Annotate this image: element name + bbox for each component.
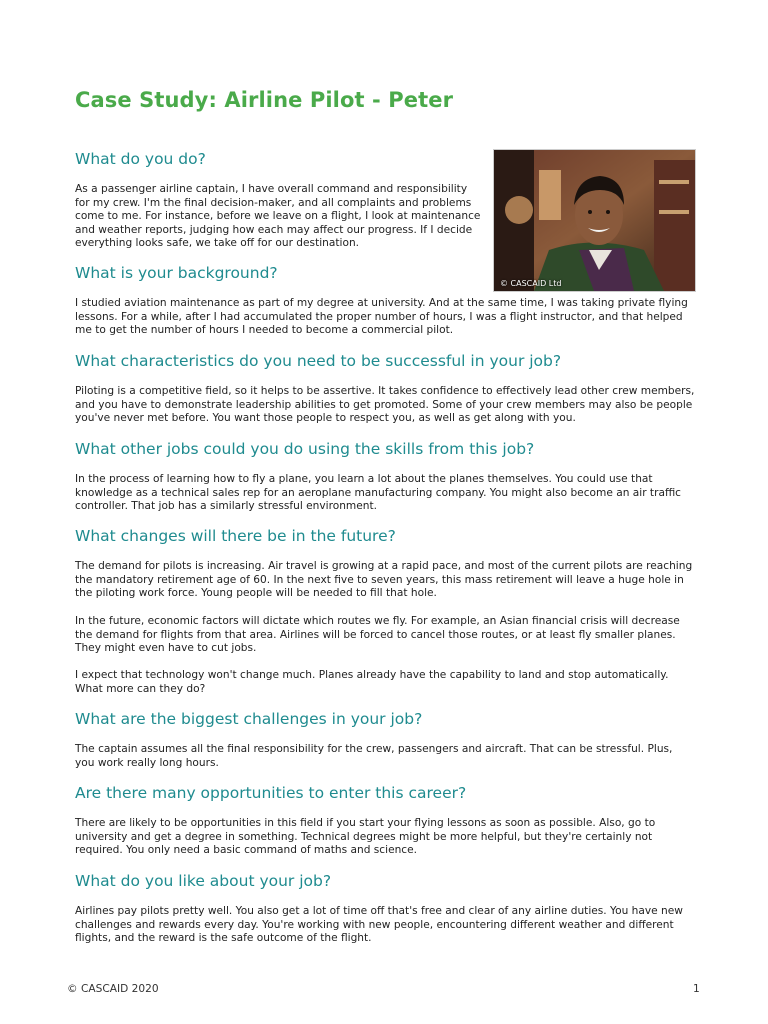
section-heading: What is your background? [75, 264, 278, 282]
section-heading: What are the biggest challenges in your job? [75, 710, 423, 728]
section-heading: What characteristics do you need to be successful in your job? [75, 352, 562, 370]
portrait-photo [493, 149, 696, 292]
section-heading: What changes will there be in the future? [75, 527, 396, 545]
section-paragraph: There are likely to be opportunities in this field if you start your flying lessons as soon as possible. Also, go to university and get a degree in something. Technical degrees might be more helpful, but they're certainly not required. You only need a basic command of maths and science. [75, 817, 656, 856]
photo-credit: © CASCAID Ltd [500, 279, 562, 288]
footer-copyright: © CASCAID 2020 [67, 983, 159, 995]
page-title: Case Study: Airline Pilot - Peter [75, 88, 454, 112]
section-paragraph: As a passenger airline captain, I have overall command and responsibility for my crew. I'm the final decision-maker, and all complaints and problems come to me. For instance, before we leave on a flight, I look at maintenance and weather reports, judging how each may affect our progress. If I decide everything looks safe, we take off for our destination. [75, 183, 481, 249]
section-paragraph: I studied aviation maintenance as part of my degree at university. And at the same time, I was taking private flying lessons. For a while, after I had accumulated the proper number of hours, I was a flight instructor, and that helped me to get the number of hours I needed to become a commercial pilot. [75, 297, 688, 336]
section-paragraph: I expect that technology won't change much. Planes already have the capability to land and stop automatically. What more can they do? [75, 669, 669, 695]
portrait-image [494, 150, 695, 291]
section-heading: What do you like about your job? [75, 872, 332, 890]
section-paragraph: Airlines pay pilots pretty well. You also get a lot of time off that's free and clear of any airline duties. You have new challenges and rewards every day. You're working with new people, encountering different weather and different flights, and the reward is the safe outcome of the flight. [75, 905, 683, 944]
section-paragraph: In the process of learning how to fly a plane, you learn a lot about the planes themselves. You could use that knowledge as a technical sales rep for an aeroplane manufacturing company. You might also become an air traffic controller. That job has a similarly stressful environment. [75, 473, 682, 512]
section-paragraph: The demand for pilots is increasing. Air travel is growing at a rapid pace, and most of the current pilots are reaching the mandatory retirement age of 60. In the next five to seven years, this mass retirement will leave a huge hole in the piloting work force. Young people will be needed to fill that hole. [75, 560, 693, 599]
section-paragraph: Piloting is a competitive field, so it helps to be assertive. It takes confidence to effectively lead other crew members, and you have to demonstrate leadership abilities to get promoted. Some of your crew members may also be people you've never met before. You want those people to respect you, as well as get along with you. [75, 385, 695, 424]
section-heading: What other jobs could you do using the skills from this job? [75, 440, 535, 458]
section-paragraph: The captain assumes all the final responsibility for the crew, passengers and aircraft. That can be stressful. Plus, you work really long hours. [75, 743, 673, 769]
section-heading: Are there many opportunities to enter this career? [75, 784, 467, 802]
page-number: 1 [693, 983, 700, 995]
section-paragraph: In the future, economic factors will dictate which routes we fly. For example, an Asian financial crisis will decrease the demand for flights from that area. Airlines will be forced to cancel those routes, or at least fly smaller planes. They might even have to cut jobs. [75, 615, 680, 654]
section-heading: What do you do? [75, 150, 206, 168]
